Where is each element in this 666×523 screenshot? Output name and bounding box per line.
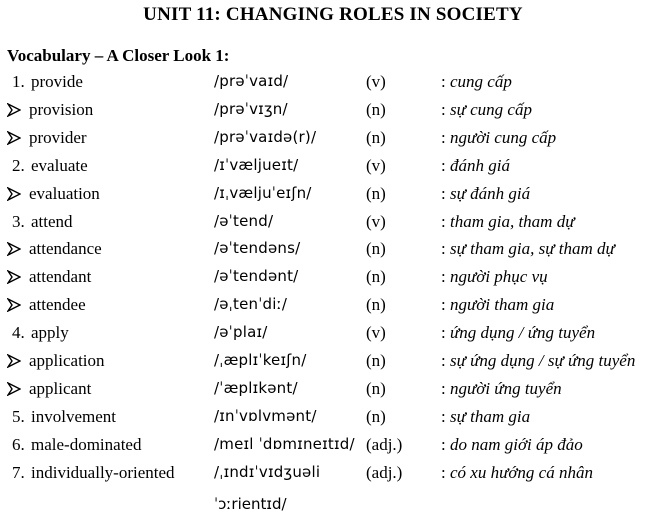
vocab-word: evaluation (29, 183, 100, 203)
meaning-text: sự tham gia, sự tham dự (449, 239, 615, 259)
entry-number: 4. (12, 323, 25, 343)
vocab-meaning (441, 295, 554, 315)
vocab-word: provide (31, 72, 83, 91)
meaning-text: người phục vụ (449, 267, 548, 287)
meaning-text: đánh giá (449, 155, 510, 175)
meaning-colon: : (441, 183, 446, 203)
vocab-meaning (441, 407, 530, 427)
vocab-word: involvement (31, 406, 116, 426)
meaning-colon: : (441, 434, 446, 454)
vocab-ipa: /əˈtendənt/ (214, 267, 299, 286)
vocab-meaning (441, 267, 548, 287)
arrow-bullet-icon (7, 295, 23, 312)
vocab-row (0, 156, 666, 184)
vocab-ipa: /ˈæplɪkənt/ (214, 378, 298, 397)
vocab-meaning (441, 463, 593, 483)
vocab-row (0, 463, 666, 491)
meaning-text: người ứng tuyển (449, 378, 562, 398)
vocab-word: apply (31, 323, 69, 343)
vocab-word: attend (31, 211, 73, 231)
vocab-word: provider (29, 127, 87, 147)
meaning-colon: : (441, 239, 446, 259)
vocab-ipa: /ˌæplɪˈkeɪʃn/ (214, 351, 307, 369)
vocab-part-of-speech: (adj.) (366, 462, 403, 482)
vocab-meaning (441, 184, 530, 204)
vocab-row (0, 72, 666, 100)
vocab-row (0, 184, 666, 212)
meaning-text: người tham gia (449, 295, 555, 315)
vocab-row (0, 100, 666, 128)
vocab-part-of-speech: (n) (366, 378, 386, 398)
vocab-word: application (29, 351, 105, 370)
vocab-ipa: /əˈtendəns/ (214, 239, 301, 258)
vocab-word: attendant (29, 267, 92, 287)
vocab-meaning (441, 72, 512, 92)
vocab-row (0, 323, 666, 351)
page-title: UNIT 11: CHANGING ROLES IN SOCIETY (143, 4, 523, 25)
vocab-row (0, 239, 666, 267)
entry-number: 7. (12, 462, 25, 482)
vocab-row (0, 435, 666, 463)
meaning-text: cung cấp (449, 72, 512, 91)
meaning-colon: : (441, 99, 446, 119)
vocab-part-of-speech: (n) (366, 351, 386, 370)
meaning-text: do nam giới áp đảo (449, 434, 583, 454)
vocab-meaning (441, 128, 556, 148)
meaning-colon: : (441, 211, 446, 231)
vocab-ipa: /prəˈvɪʒn/ (214, 99, 288, 118)
vocab-ipa: /ɪˈvæljueɪt/ (214, 155, 299, 174)
entry-number: 3. (12, 211, 25, 231)
meaning-colon: : (441, 72, 446, 91)
meaning-colon: : (441, 155, 446, 175)
ipa-continuation: ˈɔːrientɪd/ (214, 495, 287, 513)
vocab-word: provision (29, 99, 94, 119)
vocab-meaning (441, 323, 595, 343)
meaning-text: sự tham gia (449, 406, 531, 426)
vocab-part-of-speech: (n) (366, 99, 386, 119)
meaning-text: người cung cấp (449, 127, 557, 147)
vocab-word: attendance (29, 239, 102, 259)
vocab-ipa: /ˌɪndɪˈvɪdʒuəli (214, 462, 321, 481)
vocab-part-of-speech: (n) (366, 295, 386, 315)
arrow-bullet-icon (7, 267, 23, 284)
arrow-bullet-icon (7, 351, 23, 368)
meaning-colon: : (441, 267, 446, 287)
vocab-row (0, 295, 666, 323)
vocab-row (0, 379, 666, 407)
vocab-row (0, 212, 666, 240)
vocab-ipa: /meɪl ˈdɒmɪneɪtɪd/ (214, 434, 355, 453)
vocab-ipa: /ɪˌvæljuˈeɪʃn/ (214, 183, 312, 202)
vocab-part-of-speech: (v) (366, 323, 386, 343)
vocab-ipa: /prəˈvaɪd/ (214, 72, 289, 90)
vocab-part-of-speech: (adj.) (366, 434, 403, 454)
vocab-ipa: /prəˈvaɪdə(r)/ (214, 127, 317, 146)
vocab-part-of-speech: (n) (366, 127, 386, 147)
meaning-text: ứng dụng / ứng tuyển (449, 323, 596, 343)
meaning-colon: : (441, 127, 446, 147)
entry-number: 2. (12, 155, 25, 175)
meaning-colon: : (441, 462, 446, 482)
section-heading: Vocabulary – A Closer Look 1: (7, 46, 230, 65)
vocab-ipa: /əˈtend/ (214, 211, 274, 230)
meaning-colon: : (441, 323, 446, 343)
meaning-text: có xu hướng cá nhân (449, 462, 593, 482)
vocab-part-of-speech: (n) (366, 183, 386, 203)
vocab-word: individually-oriented (31, 462, 175, 482)
vocab-word: applicant (29, 378, 92, 398)
vocab-row (0, 128, 666, 156)
meaning-text: sự ứng dụng / sự ứng tuyển (449, 351, 636, 370)
vocab-meaning (441, 100, 532, 120)
vocab-ipa: /ɪnˈvɒlvmənt/ (214, 406, 317, 425)
vocab-meaning (441, 435, 583, 455)
vocab-row (0, 351, 666, 379)
vocab-meaning (441, 212, 574, 232)
vocab-meaning (441, 239, 615, 259)
vocab-meaning (441, 156, 510, 176)
meaning-text: tham gia, tham dự (449, 211, 575, 231)
vocab-meaning (441, 379, 562, 399)
meaning-colon: : (441, 406, 446, 426)
vocab-ipa: /əˈplaɪ/ (214, 323, 268, 342)
vocab-part-of-speech: (v) (366, 211, 386, 231)
entry-number: 6. (12, 434, 25, 454)
vocab-part-of-speech: (v) (366, 155, 386, 175)
meaning-text: sự đánh giá (449, 183, 531, 203)
arrow-bullet-icon (7, 379, 23, 396)
vocab-ipa: /əˌtenˈdiː/ (214, 295, 288, 314)
meaning-colon: : (441, 351, 446, 370)
entry-number: 1. (12, 72, 25, 91)
meaning-text: sự cung cấp (449, 99, 532, 119)
vocab-row (0, 407, 666, 435)
arrow-bullet-icon (7, 239, 23, 256)
vocab-part-of-speech: (n) (366, 239, 386, 259)
vocab-meaning (441, 351, 635, 371)
vocab-part-of-speech: (v) (366, 72, 386, 91)
vocab-word: male-dominated (31, 434, 142, 454)
vocab-word: evaluate (31, 155, 88, 175)
meaning-colon: : (441, 378, 446, 398)
vocab-word: attendee (29, 295, 86, 315)
entry-number: 5. (12, 406, 25, 426)
vocab-row (0, 267, 666, 295)
arrow-bullet-icon (7, 184, 23, 201)
arrow-bullet-icon (7, 100, 23, 117)
meaning-colon: : (441, 295, 446, 315)
arrow-bullet-icon (7, 128, 23, 145)
vocab-part-of-speech: (n) (366, 267, 386, 287)
vocab-part-of-speech: (n) (366, 406, 386, 426)
